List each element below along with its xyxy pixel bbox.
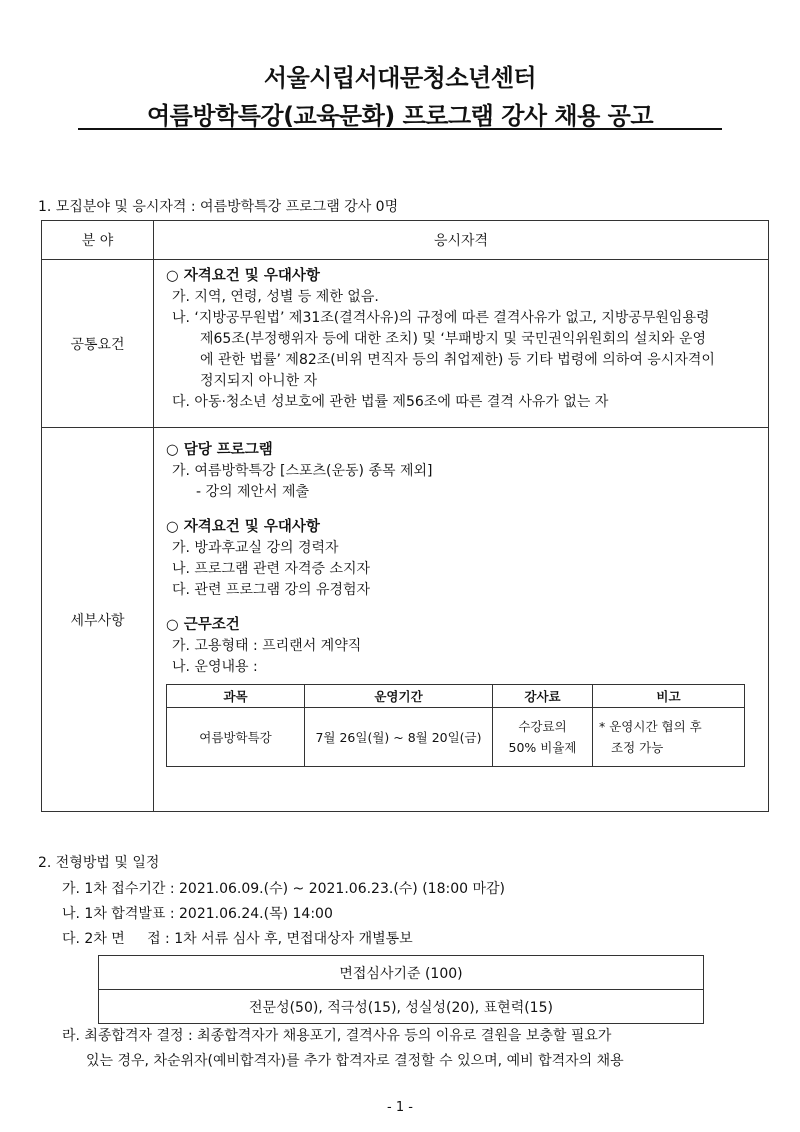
header-note: 비고 xyxy=(593,685,745,708)
note-line2: 조정 가능 xyxy=(611,740,664,755)
title-underline xyxy=(78,128,722,130)
criteria-detail-row xyxy=(99,990,704,1024)
schedule-na: 나. 1차 합격발표 : 2021.06.24.(목) 14:00 xyxy=(62,906,333,922)
fee-line1: 수강료의 xyxy=(518,719,567,734)
qual-head: ○ 자격요건 및 우대사항 xyxy=(166,519,320,535)
category-common: 공통요건 xyxy=(42,260,154,428)
cell-period: 7월 26일(월) ~ 8월 20일(금) xyxy=(305,708,493,767)
schedule-ga: 가. 1차 접수기간 : 2021.06.09.(수) ~ 2021.06.23.(수) (18:00 마감) xyxy=(62,881,505,897)
operation-row xyxy=(167,708,745,767)
section1-heading: 1. 모집분야 및 응시자격 : 여름방학특강 프로그램 강사 0명 xyxy=(38,199,399,215)
cell-fee xyxy=(493,708,593,767)
operation-table xyxy=(166,684,745,767)
criteria-detail: 전문성(50), 적극성(15), 성실성(20), 표현력(15) xyxy=(99,990,704,1024)
common-line-na2: 제65조(부정행위자 등에 대한 조치) 및 ‘부패방지 및 국민권익위원회의 설치와 운영 xyxy=(200,331,707,347)
cell-note xyxy=(593,708,745,767)
program-head: ○ 담당 프로그램 xyxy=(166,442,273,458)
title-line2: 여름방학특강(교육문화) 프로그램 강사 채용 공고 xyxy=(146,102,654,130)
col-qualification-header: 응시자격 xyxy=(154,221,769,260)
qual-na: 나. 프로그램 관련 자격증 소지자 xyxy=(172,561,371,577)
criteria-title-row xyxy=(99,956,704,990)
cell-subject: 여름방학특강 xyxy=(167,708,305,767)
criteria-title: 면접심사기준 (100) xyxy=(99,956,704,990)
fee-line2: 50% 비율제 xyxy=(508,740,577,755)
header-period: 운영기간 xyxy=(305,685,493,708)
col-category-header: 분 야 xyxy=(42,221,154,260)
qual-ga: 가. 방과후교실 강의 경력자 xyxy=(172,540,339,556)
note-line1: * 운영시간 협의 후 xyxy=(599,719,702,734)
work-head: ○ 근무조건 xyxy=(166,617,240,633)
operation-header-row xyxy=(167,685,745,708)
interview-criteria-table xyxy=(98,955,704,1024)
program-sub: - 강의 제안서 제출 xyxy=(196,484,310,500)
common-line-da: 다. 아동·청소년 성보호에 관한 법률 제56조에 따른 결격 사유가 없는 자 xyxy=(172,394,609,410)
header-fee: 강사료 xyxy=(493,685,593,708)
row-common xyxy=(42,260,769,428)
title-line1: 서울시립서대문청소년센터 xyxy=(263,64,537,92)
common-line-na1: 나. ‘지방공무원법’ 제31조(결격사유)의 규정에 따른 결격사유가 없고, 지방공무원임용령 xyxy=(172,310,710,326)
final-decision-line2: 있는 경우, 차순위자(예비합격자)를 추가 합격자로 결정할 수 있으며, 예비 합격자의 채용 xyxy=(86,1053,624,1069)
section2-heading: 2. 전형방법 및 일정 xyxy=(38,855,160,871)
detail-requirements xyxy=(154,428,769,812)
program-ga: 가. 여름방학특강 [스포츠(운동) 종목 제외] xyxy=(172,463,433,479)
row-detail xyxy=(42,428,769,812)
common-head: ○ 자격요건 및 우대사항 xyxy=(166,268,320,284)
page-number: - 1 - xyxy=(387,1100,413,1115)
work-na: 나. 운영내용 : xyxy=(172,659,258,675)
common-line-ga: 가. 지역, 연령, 성별 등 제한 없음. xyxy=(172,289,379,305)
common-line-na4: 정지되지 아니한 자 xyxy=(200,373,318,389)
qualification-table xyxy=(41,220,769,812)
table-header-row xyxy=(42,221,769,260)
final-decision-line1: 라. 최종합격자 결정 : 최종합격자가 채용포기, 결격사유 등의 이유로 결원을 보충할 필요가 xyxy=(62,1028,612,1044)
category-detail: 세부사항 xyxy=(42,428,154,812)
schedule-da: 다. 2차 면 접 : 1차 서류 심사 후, 면접대상자 개별통보 xyxy=(62,931,413,947)
common-line-na3: 에 관한 법률’ 제82조(비위 면직자 등의 취업제한) 등 기타 법령에 의하여 응시자격이 xyxy=(200,352,715,368)
work-ga: 가. 고용형태 : 프리랜서 계약직 xyxy=(172,638,362,654)
header-subject: 과목 xyxy=(167,685,305,708)
qual-da: 다. 관련 프로그램 강의 유경험자 xyxy=(172,582,371,598)
common-requirements xyxy=(154,260,769,428)
